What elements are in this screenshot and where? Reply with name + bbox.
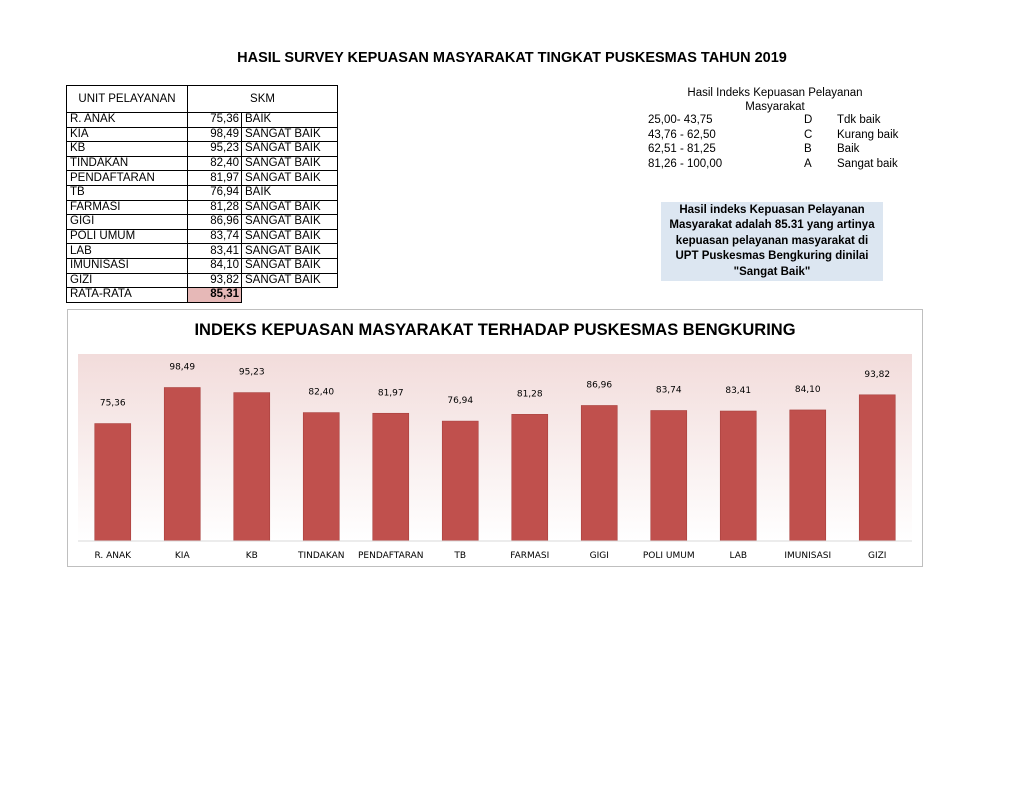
x-tick-label: KB: [245, 551, 258, 561]
category-cell: SANGAT BAIK: [242, 156, 338, 171]
legend-label: Tdk baik: [837, 114, 881, 126]
legend-range: 62,51 - 81,25: [648, 143, 716, 155]
legend-grade: D: [804, 114, 813, 126]
bar: [720, 411, 756, 541]
unit-cell: KB: [67, 142, 188, 157]
value-cell: 76,94: [188, 185, 242, 200]
value-cell: 83,41: [188, 244, 242, 259]
bar: [95, 424, 131, 541]
chart-title: INDEKS KEPUASAN MASYARAKAT TERHADAP PUSKESMAS BENGKURING: [194, 321, 796, 339]
value-cell: 81,28: [188, 200, 242, 215]
chart-frame: [67, 309, 923, 567]
average-value: 85,31: [188, 288, 242, 303]
unit-cell: PENDAFTARAN: [67, 171, 188, 186]
bar: [373, 413, 409, 541]
category-cell: SANGAT BAIK: [242, 258, 338, 273]
data-label: 98,49: [169, 362, 196, 373]
legend-row: [640, 143, 920, 158]
unit-cell: GIZI: [67, 273, 188, 288]
legend-row: [640, 129, 920, 144]
value-cell: 83,74: [188, 229, 242, 244]
summary-box: [661, 202, 883, 281]
unit-cell: IMUNISASI: [67, 258, 188, 273]
data-label: 95,23: [238, 367, 265, 378]
data-label: 83,41: [725, 386, 752, 397]
legend-row: [640, 114, 920, 129]
legend-grade: C: [804, 128, 813, 141]
bar: [234, 393, 270, 541]
legend-grade: A: [804, 157, 812, 170]
value-cell: 84,10: [188, 258, 242, 273]
legend-rows: [640, 114, 920, 172]
page-title: HASIL SURVEY KEPUASAN MASYARAKAT TINGKAT PUSKESMAS TAHUN 2019: [237, 50, 787, 66]
skm-table: [66, 85, 338, 303]
unit-cell: POLI UMUM: [67, 229, 188, 244]
value-cell: 86,96: [188, 215, 242, 230]
bar: [512, 414, 548, 541]
bar: [859, 395, 895, 541]
table-row: [67, 127, 338, 142]
bar: [790, 410, 826, 541]
table-row: [67, 156, 338, 171]
category-cell: SANGAT BAIK: [242, 244, 338, 259]
average-row: [67, 288, 338, 303]
data-label: 76,94: [447, 396, 474, 407]
x-tick-label: TB: [454, 551, 467, 561]
unit-cell: KIA: [67, 127, 188, 142]
legend-label: Kurang baik: [837, 128, 899, 141]
bar: [581, 405, 617, 541]
x-tick-label: TINDAKAN: [298, 551, 345, 561]
category-cell: SANGAT BAIK: [242, 200, 338, 215]
unit-cell: TB: [67, 185, 188, 200]
plot-area: [78, 354, 912, 541]
table-row: [67, 142, 338, 157]
bar: [651, 411, 687, 541]
data-label: 84,10: [794, 384, 821, 395]
empty-cell: [242, 288, 338, 303]
bar: [303, 413, 339, 541]
value-cell: 81,97: [188, 171, 242, 186]
x-tick-label: KIA: [174, 551, 190, 561]
summary-line: Masyarakat adalah 85.31 yang artinya: [669, 219, 875, 232]
legend-row: [640, 158, 920, 173]
data-label: 93,82: [864, 369, 891, 380]
value-cell: 98,49: [188, 127, 242, 142]
x-tick-label: R. ANAK: [94, 551, 132, 561]
data-label: 81,97: [377, 388, 404, 399]
data-label: 83,74: [655, 385, 682, 396]
table-row: [67, 200, 338, 215]
header-unit: UNIT PELAYANAN: [67, 86, 188, 113]
legend-grade: B: [804, 143, 812, 155]
unit-cell: LAB: [67, 244, 188, 259]
data-label: 81,28: [516, 389, 543, 400]
category-cell: SANGAT BAIK: [242, 229, 338, 244]
unit-cell: GIGI: [67, 215, 188, 230]
grade-legend: [640, 86, 920, 172]
value-cell: 93,82: [188, 273, 242, 288]
table-row: [67, 185, 338, 200]
value-cell: 95,23: [188, 142, 242, 157]
category-cell: SANGAT BAIK: [242, 171, 338, 186]
bar: [442, 421, 478, 541]
legend-title-line2: Masyarakat: [745, 101, 805, 113]
table-row: [67, 229, 338, 244]
legend-range: 25,00- 43,75: [648, 114, 713, 126]
table-row: [67, 113, 338, 128]
legend-range: 81,26 - 100,00: [648, 157, 723, 170]
average-label: RATA-RATA: [67, 288, 188, 303]
unit-cell: FARMASI: [67, 200, 188, 215]
x-tick-label: POLI UMUM: [642, 551, 695, 561]
value-cell: 75,36: [188, 113, 242, 128]
x-tick-label: FARMASI: [510, 551, 550, 561]
unit-cell: R. ANAK: [67, 113, 188, 128]
table-row: [67, 258, 338, 273]
category-cell: SANGAT BAIK: [242, 142, 338, 157]
x-tick-label: IMUNISASI: [784, 551, 832, 561]
summary-line: Hasil indeks Kepuasan Pelayanan: [679, 204, 865, 216]
summary-line: UPT Puskesmas Bengkuring dinilai: [675, 250, 869, 263]
x-tick-label: GIZI: [868, 551, 887, 561]
table-row: [67, 244, 338, 259]
table-header-row: [67, 86, 338, 113]
header-skm: SKM: [188, 86, 338, 113]
summary-line: kepuasan pelayanan masyarakat di: [675, 234, 869, 247]
x-tick-label: GIGI: [589, 551, 609, 561]
category-cell: SANGAT BAIK: [242, 215, 338, 230]
x-tick-label: PENDAFTARAN: [357, 551, 424, 561]
unit-cell: TINDAKAN: [67, 156, 188, 171]
category-cell: SANGAT BAIK: [242, 273, 338, 288]
legend-label: Baik: [837, 143, 860, 155]
category-cell: BAIK: [242, 185, 338, 200]
data-label: 82,40: [308, 387, 335, 398]
summary-line: "Sangat Baik": [733, 265, 811, 278]
category-cell: BAIK: [242, 113, 338, 128]
legend-title-line1: Hasil Indeks Kepuasan Pelayanan: [687, 87, 863, 99]
table-row: [67, 215, 338, 230]
bar: [164, 388, 200, 541]
bar-chart: [68, 310, 922, 566]
table-row: [67, 273, 338, 288]
legend-label: Sangat baik: [837, 157, 898, 170]
legend-range: 43,76 - 62,50: [648, 128, 716, 141]
data-label: 86,96: [586, 380, 613, 391]
x-tick-label: LAB: [729, 551, 748, 561]
table-row: [67, 171, 338, 186]
data-label: 75,36: [99, 398, 126, 409]
category-cell: SANGAT BAIK: [242, 127, 338, 142]
skm-table-body: [67, 113, 338, 303]
value-cell: 82,40: [188, 156, 242, 171]
